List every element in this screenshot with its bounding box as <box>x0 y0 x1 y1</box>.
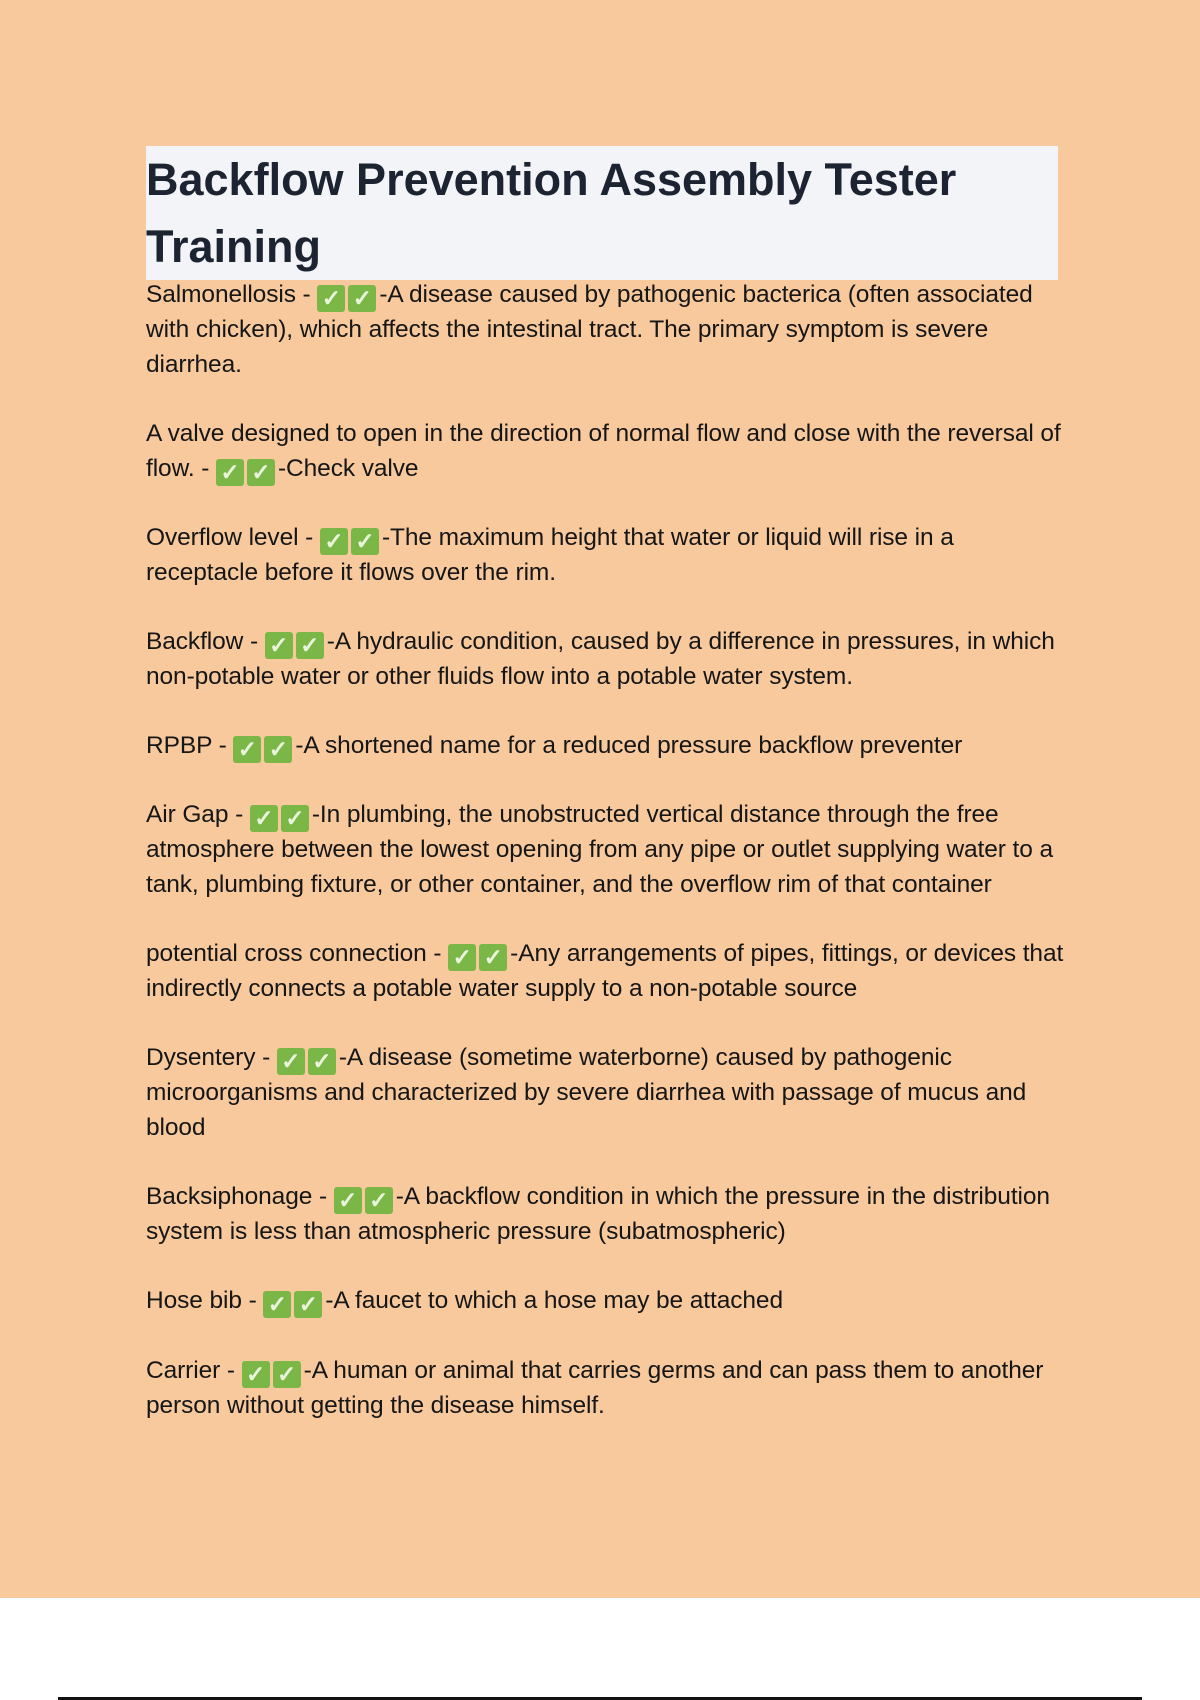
check-mark-icon: ✓ <box>308 1048 336 1075</box>
check-mark-icon: ✓ <box>264 736 292 763</box>
check-mark-icon: ✓ <box>294 1291 322 1318</box>
entry-definition: -A hydraulic condition, caused by a difference in pressures, in which non-potable water or other fluids flow into a potable water system. <box>146 628 1055 690</box>
title-box <box>146 146 1058 280</box>
entry-check-valve <box>146 417 1066 487</box>
entry-potential-cross-connection <box>146 937 1066 1007</box>
entry-term: potential cross connection - <box>146 940 449 968</box>
entry-backsiphonage <box>146 1180 1066 1250</box>
check-mark-icon: ✓ <box>365 1187 393 1214</box>
check-mark-icon: ✓ <box>216 459 244 486</box>
entry-term: RPBP - <box>146 732 234 760</box>
entry-carrier <box>146 1354 1066 1424</box>
entry-term: Dysentery - <box>146 1044 277 1072</box>
check-mark-icon: ✓ <box>265 632 293 659</box>
entry-air-gap <box>146 798 1066 902</box>
entry-term: Air Gap - <box>146 801 250 829</box>
entry-definition: -A faucet to which a hose may be attached <box>325 1287 783 1315</box>
check-mark-icon: ✓ <box>263 1291 291 1318</box>
check-mark-icon: ✓ <box>281 805 309 832</box>
check-mark-icon: ✓ <box>351 528 379 555</box>
entry-term: Carrier - <box>146 1356 242 1384</box>
entry-backflow <box>146 625 1066 695</box>
entry-definition: -Any arrangements of pipes, fittings, or devices that indirectly connects a potable water supply to a non-potable source <box>146 940 1064 1003</box>
entry-definition: -Check valve <box>278 454 419 482</box>
entry-definition: -The maximum height that water or liquid will rise in a receptacle before it flows over the rim. <box>146 523 954 586</box>
entry-term: A valve designed to open in the direction of normal flow and close with the reversal of flow. - <box>146 419 1061 482</box>
entry-list <box>146 278 1066 1458</box>
entry-term: Backflow - <box>146 628 265 656</box>
entry-rpbp <box>146 729 1066 764</box>
check-mark-icon: ✓ <box>250 805 278 832</box>
check-mark-icon: ✓ <box>247 459 275 486</box>
check-mark-icon: ✓ <box>348 285 376 312</box>
entry-definition: -A human or animal that carries germs and can pass them to another person without getting the disease himself. <box>146 1356 1044 1419</box>
check-mark-icon: ✓ <box>479 944 507 971</box>
entry-definition: -A backflow condition in which the pressure in the distribution system is less than atmospheric pressure (subatmospheric) <box>146 1183 1050 1246</box>
check-mark-icon: ✓ <box>273 1361 301 1388</box>
check-mark-icon: ✓ <box>296 632 324 659</box>
check-mark-icon: ✓ <box>277 1048 305 1075</box>
entry-term: Hose bib - <box>146 1287 264 1315</box>
entry-hose-bib <box>146 1284 1066 1319</box>
entry-definition: -A disease caused by pathogenic bacterica (often associated with chicken), which affects the intestinal tract. The primary symptom is severe diarrhea. <box>146 281 1033 378</box>
check-mark-icon: ✓ <box>448 944 476 971</box>
entry-definition: -A disease (sometime waterborne) caused by pathogenic microorganisms and characterized by severe diarrhea with passage of mucus and blood <box>146 1044 1027 1142</box>
check-mark-icon: ✓ <box>233 736 261 763</box>
document-title: Backflow Prevention Assembly Tester Training <box>146 154 957 272</box>
check-mark-icon: ✓ <box>242 1361 270 1388</box>
entry-term: Overflow level - <box>146 523 320 551</box>
check-mark-icon: ✓ <box>320 528 348 555</box>
check-mark-icon: ✓ <box>334 1187 362 1214</box>
entry-salmonellosis <box>146 278 1066 382</box>
entry-definition: -In plumbing, the unobstructed vertical distance through the free atmosphere between the lowest opening from any pipe or outlet supplying water to a tank, plumbing fixture, or other container, and the overflow rim of that container <box>146 801 1054 899</box>
entry-definition: -A shortened name for a reduced pressure backflow preventer <box>295 732 963 760</box>
entry-overflow-level <box>146 521 1066 591</box>
entry-dysentery <box>146 1041 1066 1145</box>
entry-term: Backsiphonage - <box>146 1183 334 1211</box>
entry-term: Salmonellosis - <box>146 281 318 308</box>
check-mark-icon: ✓ <box>317 285 345 312</box>
